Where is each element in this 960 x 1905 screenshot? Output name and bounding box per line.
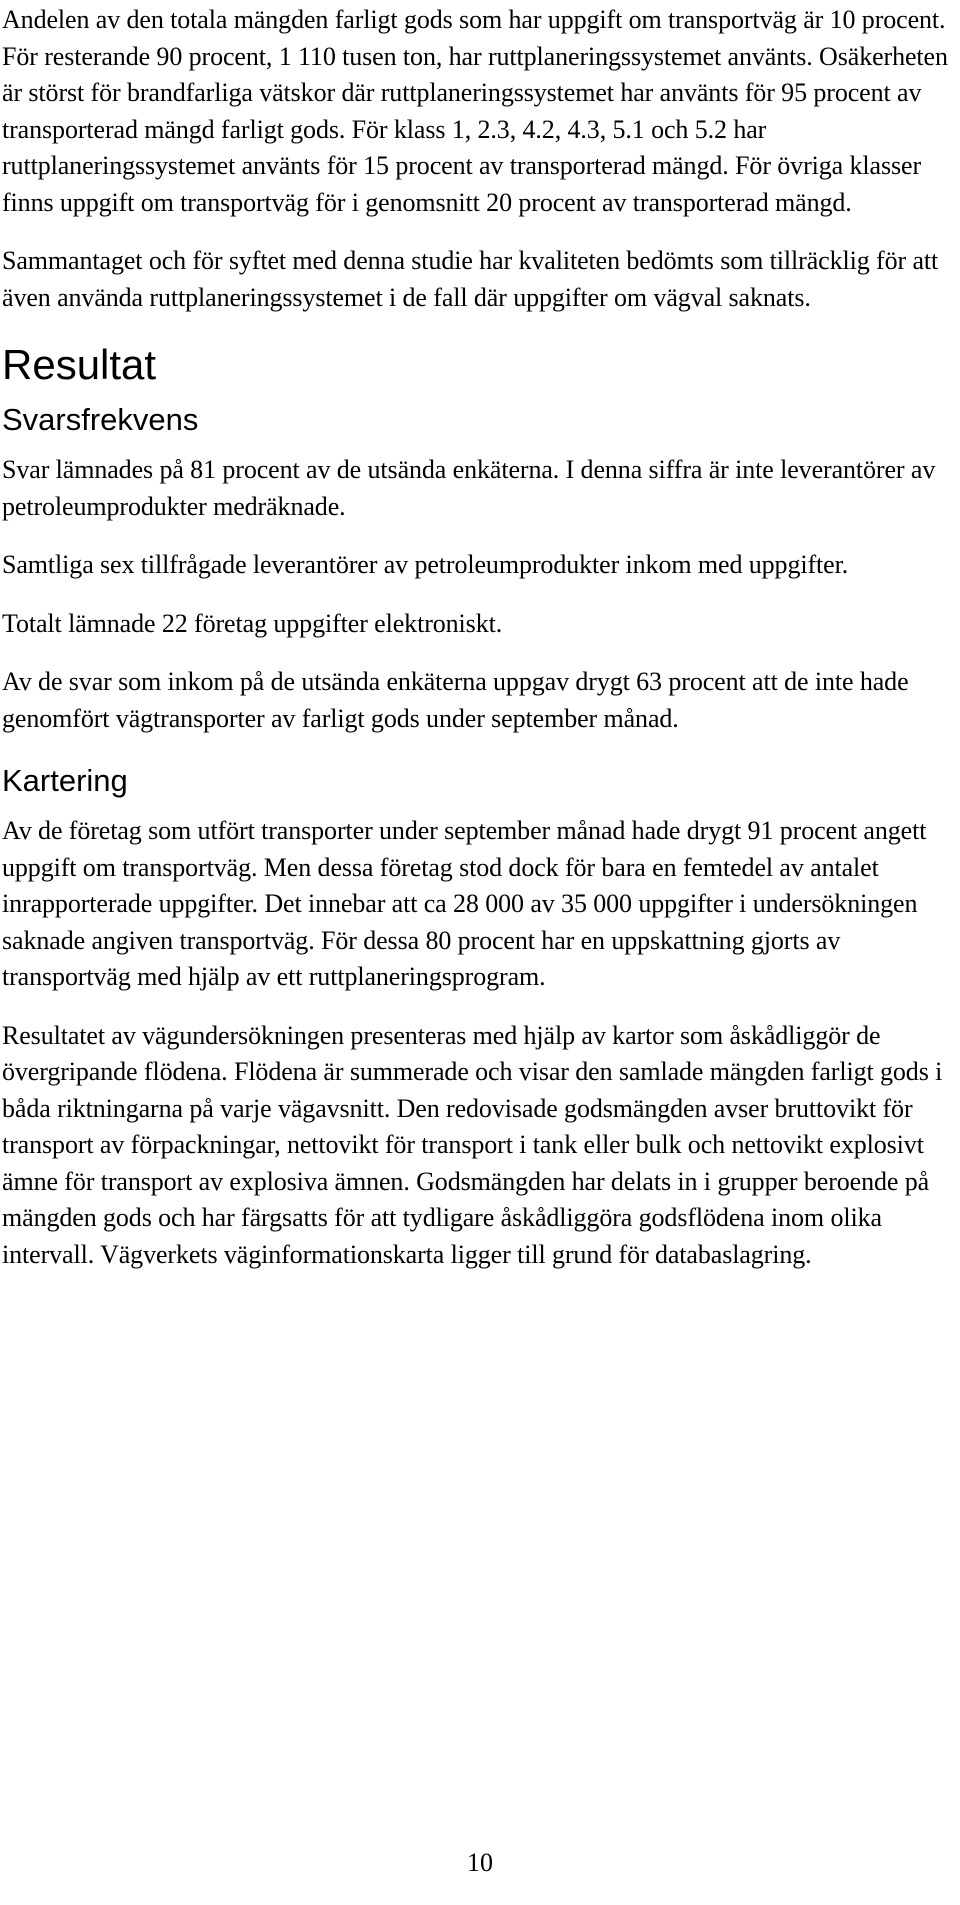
paragraph-resultat-kartor: Resultatet av vägundersökningen presenteras med hjälp av kartor som åskådliggör de övergripande flödena. Flödena är summerade och visar den samlade mängden farligt gods i båda riktningarna på varje vägavsnitt. Den redovisade godsmängden avser bruttovikt för transport av förpackningar, nettovikt för transport i tank eller bulk och nettovikt explosivt ämne för transport av explosiva ämnen. Godsmängden har delats in i grupper beroende på mängden gods och har färgsatts för att tydligare åskådliggöra godsflödena inom olika intervall. Vägverkets väginformationskarta ligger till grund för databaslagring. [2, 1020, 943, 1269]
heading-kartering: Kartering [2, 763, 128, 798]
paragraph-transportvag-andel: Andelen av den totala mängden farligt gods som har uppgift om transportväg är 10 procent. För resterande 90 procent, 1 110 tusen ton, har ruttplaneringssystemet använts. Osäkerheten är störst för brandfarliga vätskor där ruttplaneringssystemet har använts för 95 procent av transporterad mängd farligt gods. För klass 1, 2.3, 4.2, 4.3, 5.1 och 5.2 har ruttplaneringssystemet använts för 15 procent av transporterad mängd. För övriga klasser finns uppgift om transportväg för i genomsnitt 20 procent av transporterad mängd. [2, 5, 948, 217]
paragraph-leverantorer: Samtliga sex tillfrågade leverantörer av petroleumprodukter inkom med uppgifter. [2, 550, 849, 579]
heading-svarsfrekvens: Svarsfrekvens [2, 402, 199, 437]
paragraph-svar-lamnades: Svar lämnades på 81 procent av de utsända enkäterna. I denna siffra är inte leverantörer av petroleumprodukter medräknade. [2, 455, 936, 521]
paragraph-inga-transporter: Av de svar som inkom på de utsända enkäterna uppgav drygt 63 procent att de inte hade genomfört vägtransporter av farligt gods under september månad. [2, 667, 909, 733]
paragraph-sammantaget: Sammantaget och för syftet med denna studie har kvaliteten bedömts som tillräcklig för att även använda ruttplaneringssystemet i de fall där uppgifter om vägval saknats. [2, 246, 939, 312]
heading-resultat: Resultat [2, 341, 157, 388]
page-number: 10 [467, 1848, 493, 1877]
paragraph-elektroniskt: Totalt lämnade 22 företag uppgifter elektroniskt. [2, 608, 503, 638]
document-body [2, 2, 952, 1273]
paragraph-transportvag-uppgift: Av de företag som utfört transporter under september månad hade drygt 91 procent angett uppgift om transportväg. Men dessa företag stod dock för bara en femtedel av antalet inrapporterade uppgifter. Det innebar att ca 28 000 av 35 000 uppgifter i undersökningen saknade angiven transportväg. För dessa 80 procent har en uppskattning gjorts av transportväg med hjälp av ett ruttplaneringsprogram. [2, 816, 927, 991]
